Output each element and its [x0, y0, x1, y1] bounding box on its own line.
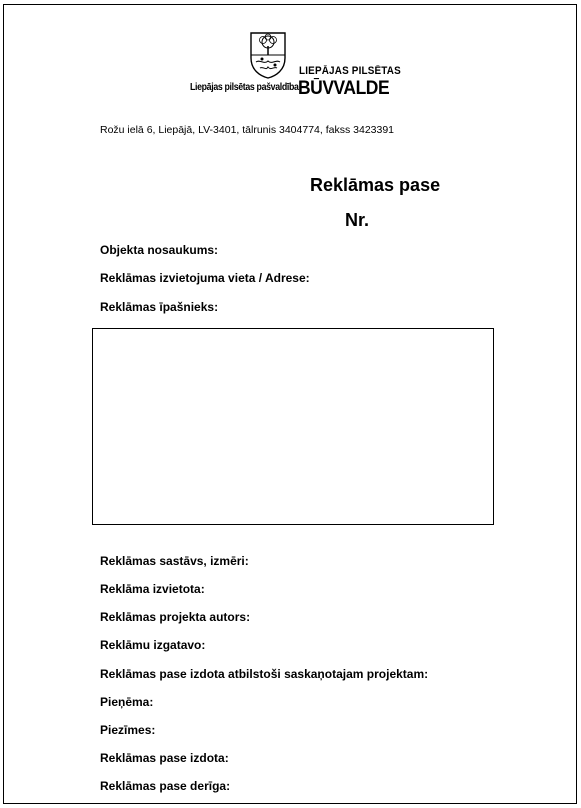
field-manufacturer: Reklāmu izgatavo: — [100, 638, 206, 652]
field-composition-size: Reklāmas sastāvs, izmēri: — [100, 554, 249, 568]
org-name-right-line1: LIEPĀJAS PILSĒTAS — [299, 65, 401, 77]
coat-of-arms-icon — [248, 30, 288, 80]
field-project-author: Reklāmas projekta autors: — [100, 610, 251, 624]
document-number-label: Nr. — [345, 210, 370, 230]
image-placeholder-box — [92, 328, 494, 525]
field-owner: Reklāmas īpašnieks: — [100, 300, 219, 314]
field-accepted: Pieņēma: — [100, 695, 154, 709]
field-placed: Reklāma izvietota: — [100, 582, 205, 596]
field-valid-until: Reklāmas pase derīga: — [100, 779, 231, 793]
field-notes: Piezīmes: — [100, 723, 156, 737]
org-name-right-line2: BŪVVALDE — [298, 78, 390, 99]
field-location-address: Reklāmas izvietojuma vieta / Adrese: — [100, 271, 310, 285]
field-issued-per-project: Reklāmas pase izdota atbilstoši saskaņotajam projektam: — [100, 667, 429, 681]
org-name-left: Liepājas pilsētas pašvaldība — [190, 82, 299, 93]
field-issued-date: Reklāmas pase izdota: — [100, 751, 229, 765]
document-title: Reklāmas pase — [310, 175, 441, 195]
field-object-name: Objekta nosaukums: — [100, 243, 219, 257]
contact-address: Rožu ielā 6, Liepājā, LV-3401, tālrunis 3404774, fakss 3423391 — [100, 124, 395, 136]
